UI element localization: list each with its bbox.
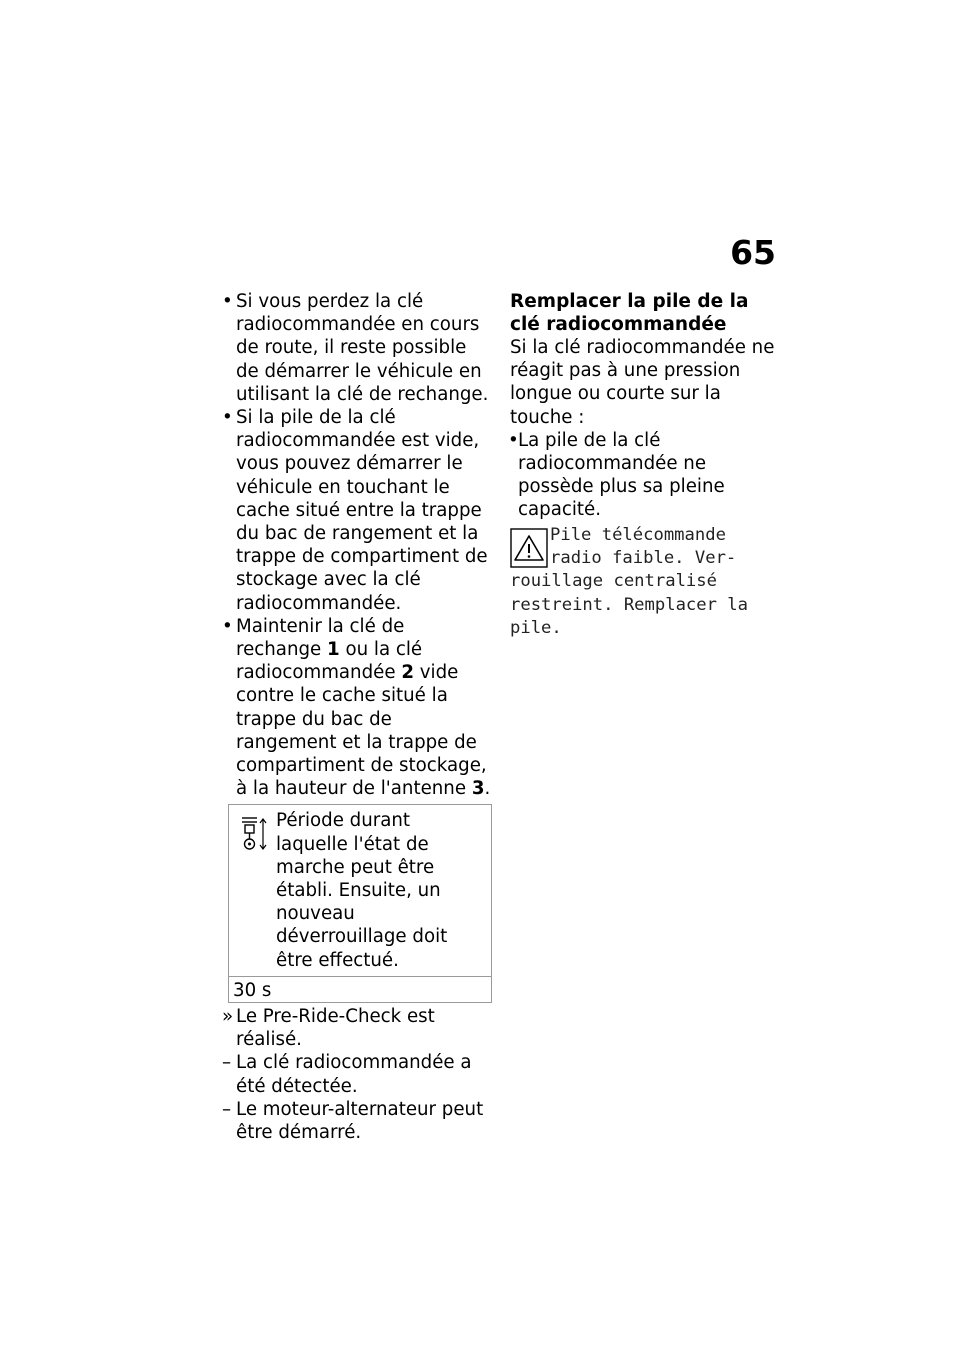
bullet-icon: •: [222, 407, 233, 429]
reference-number: 3: [471, 778, 485, 800]
timer-key-icon: [239, 815, 267, 855]
list-item: [222, 1051, 493, 1097]
bullet-text: [236, 615, 493, 801]
info-text: Période durant laquelle l'état de marche peut être établi. Ensuite, un nouveau déverrouillage doit être effectué.: [276, 810, 448, 971]
list-item: [222, 290, 493, 406]
bullet-icon: •: [222, 615, 233, 637]
warning-triangle-icon: [510, 528, 548, 568]
reference-number: 2: [401, 662, 414, 684]
bullet-list: [510, 429, 780, 522]
bullet-text: Si la pile de la clé radiocommandée est vide, vous pouvez démarrer le véhicule en touchant le cache situé entre la trappe du bac de rangement et la trappe de compartiment de stockage avec la clé radiocommandée.: [236, 407, 488, 614]
result-marker: »: [222, 1005, 234, 1027]
warning-line: Pile télécommande: [550, 524, 726, 545]
list-item: [222, 615, 493, 801]
warning-line: pile.: [510, 617, 562, 638]
right-column: [510, 290, 780, 640]
warning-line: radio faible. Ver-: [550, 547, 737, 568]
info-value: 30 s: [229, 976, 491, 1002]
left-column: [222, 290, 493, 1144]
page-number: 65: [730, 233, 776, 272]
info-box: [228, 804, 492, 1002]
bullet-icon: •: [508, 429, 519, 451]
list-item: [510, 429, 780, 522]
info-box-body: [229, 805, 491, 975]
bullet-text: Si vous perdez la clé radiocommandée en cours de route, il reste possible de démarrer le véhicule en utilisant la clé de rechange.: [236, 291, 489, 405]
bullet-text-end: .: [484, 778, 491, 800]
bullet-text-part: Maintenir la clé de rechange: [236, 615, 405, 661]
dash-text: Le moteur-alternateur peut être démarré.: [236, 1098, 484, 1143]
intro-text: Si la clé radiocommandée ne réagit pas à une pression longue ou courte sur la touche :: [510, 337, 775, 428]
bullet-text-part: vide contre le cache situé la trappe du bac de rangement et la trappe de compartiment de stockage, à la hauteur de l'antenne: [236, 662, 487, 800]
list-item: [222, 406, 493, 615]
dash-marker: –: [222, 1098, 232, 1120]
warning-message: [510, 524, 780, 640]
bullet-text: La pile de la clé radiocommandée ne possède plus sa pleine capacité.: [518, 429, 725, 521]
dash-marker: –: [222, 1052, 232, 1074]
list-item: [222, 1098, 493, 1144]
section-heading: Remplacer la pile de la clé radiocommandée: [510, 291, 749, 335]
warning-line: rouillage centralisé: [510, 571, 717, 592]
result-item: [222, 1005, 493, 1051]
bullet-icon: •: [222, 291, 233, 312]
bullet-text-part: ou la clé radiocommandée: [236, 639, 423, 684]
reference-number: 1: [327, 639, 340, 661]
dash-text: La clé radiocommandée a été détectée.: [236, 1052, 472, 1097]
result-text: Le Pre-Ride-Check est réalisé.: [236, 1005, 435, 1051]
warning-line: restreint. Remplacer la: [510, 594, 748, 615]
